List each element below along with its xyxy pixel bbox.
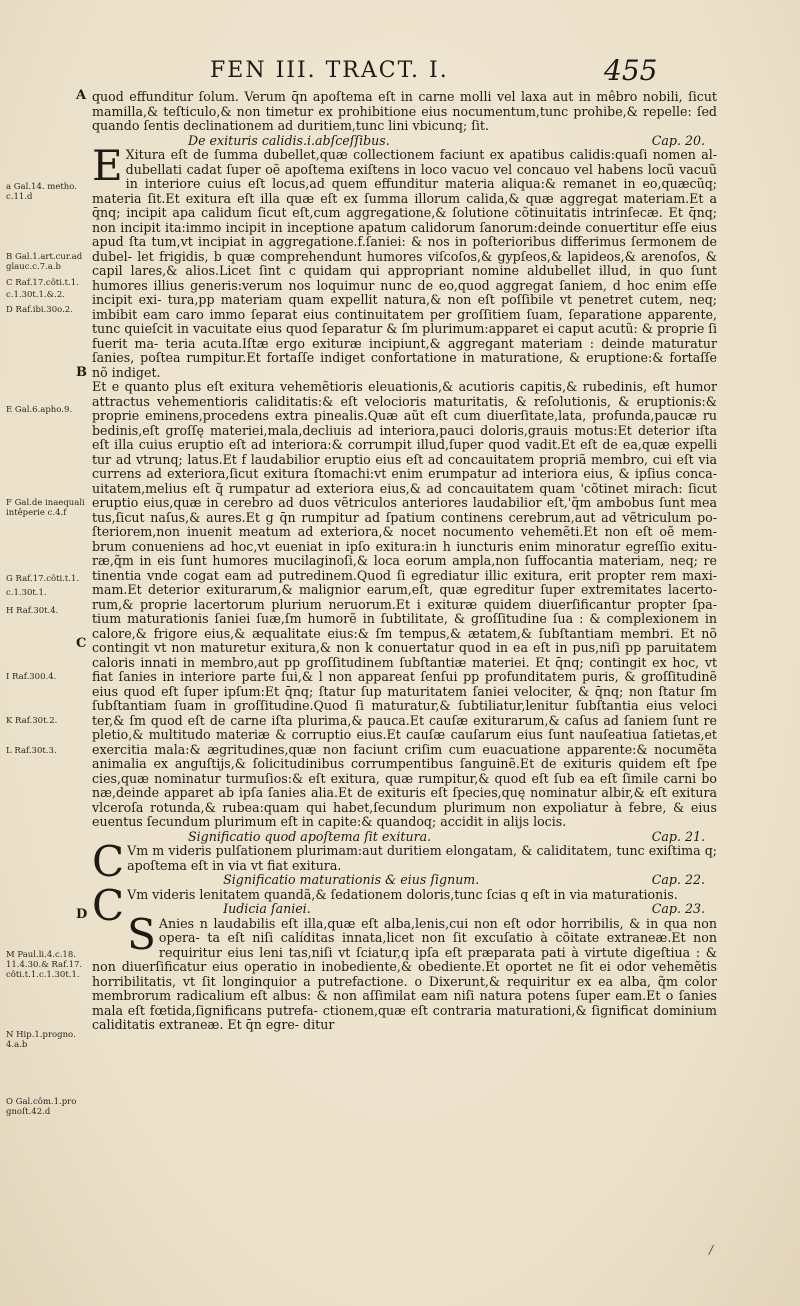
paragraph-text: Anies n laudabilis eſt illa,quæ eſt alba,lenis,cui non eſt odor horribilis, & in qua non opera- ta eſt niſi calíditas innata,licet non ſit excuſatio à cõitate extraneæ.Et non requiritur eius leni tas,niſi vt ſciatur,q ipſa eſt præparata pati à virtute digeſtiua : & non diuerſificatur eius operatio in inobediente,& obediente.Et oportet ne ſit ei odor vehemẽtis horribilitatis, vt ſit longinquior a putrefactione. o Dixerunt,& requiritur ex ea alba, q̃m color membrorum radicalium eſt albus: & non aſſimilat eam niſi natura potens ſuper eam.Et o ſanies mala eſt fœtida,ſignificans putrefa- ctionem,quæ eſt contraria maturationi,& ſignificat dominium caliditatis extraneæ. Et q̄n egre- ditur — [92, 915, 717, 1032]
section-title: Significatio quod apoſtema ſit exitura. — [188, 828, 432, 844]
margin-note: C Raf.17.côti.t.1. — [6, 278, 79, 288]
folio-number: 455 — [604, 54, 658, 87]
section-heading — [92, 134, 717, 149]
section-heading — [92, 830, 717, 845]
paragraph: Et e quanto plus eſt exitura vehemẽtioris eleuationis,& acutioris capitis,& rubedinis, eſt humor attractus vehementioris caliditatis:& eſt velocioris maturitatis, & reſolutionis, & eruptionis:& proprie eminens,procedens extra pinealis.Quæ aũt eſt cum diuerſitate,lata, profunda,paucæ ru bedinis,eſt groſſę materiei,mala,decliuis ad interiora,pauci doloris,grauis motus:Et deterior iſta eſt illa cuius eruptio eſt ad interiora:& corrumpit illud,ſuper quod vadit.Et eſt de ea,quæ expelli tur ad vtrunq; latus.Et f laudabilior eruptio eius eſt ad concauitatem propriã membro, cui eſt via currens ad exteriora,ſicut exitura ſtomachi:vt enim erumpatur ad interiora eius, & ipſius conca- uitatem,melius eſt q̃ rumpatur ad exteriora eius,& ad concauitatem quam 'cõtinet mirach: ſicut eruptio eius,quæ in cerebro ad duos vẽtriculos anteriores laudabilior eſt,'q̃m ambobus ſunt mea tus,ſicut naſus,& aures.Et g q̄n rumpitur ad ſpatium continens cerebrum,aut ad vẽtriculum po- ſteriorem,non inuenit meatum ad exteriora,& nocet nocumento vehemẽti.Et non eſt oẽ mem- brum conueniens ad hoc,vt eueniat in ipſo exitura:in h iuncturis enim minoratur egreſſio exitu- ræ,q̃m in eis ſunt humores mucilaginoſi,& loca eorum ampla,non ſuffocantia materiam, neq; re tinentia vnde cogat eam ad putredinem.Quod ſi egrediatur illic exitura, erit propter rem maxi- mam.Et deterior exiturarum,& malignior earum,eſt, quæ egreditur ſuper extremitates lacerto- rum,& proprie lacertorum plurium neruorum.Et i exituræ quidem diuerſificantur propter ſpa- tium maturationis ſaniei ſuæ,ſm humorẽ in ſubtilitate, & groſſitudine ſua : & complexionem in calore,& frigore eius,& æqualitate eius:& ſm tempus,& ætatem,& ſubſtantiam membri. Et nõ contingit vt non maturetur exitura,& non k conuertatur quod in ea eſt in pus,niſi pp paruitatem caloris innati in membro,aut pp groſſitudinem ſubſtantiæ materiei. Et q̄nq; contingit ex hoc, vt fiat ſanies in interiore parte ſui,& l non appareat ſenſui pp profunditatem puris, & groſſitudinẽ eius quod eſt ſuper ipſum:Et q̄nq; ſtatur ſup maturitatem ſaniei velociter, & q̄nq; non ſtatur ſm ſubſtantiam ſuam in groſſitudine.Quod ſi maturatur,& ſubtiliatur,lenitur ſubſtantia eius veloci ter,& ſm quod eſt de carne iſta plurima,& pauca.Et cauſæ exiturarum,& caſus ad ſaniem ſunt re pletio,& multitudo materiæ & corruptio eius.Et cauſæ cauſarum eius ſunt nauſeatiua ſatietas,et exercitia mala:& ægritudines,quæ non faciunt criſim cum euacuatione apparente:& nocumẽta animalia ex anguſtijs,& ſolicitudinibus corrumpentibus ſanguinẽ.Et de exituris quidem eſt ſpe cies,quæ nominatur turmuſios:& eſt exitura, quæ rumpitur,& quod eſt ſub ea eſt ſimile carni bo næ,deinde apparet ab ipſa ſanies alia.Et de exituris eſt ſpecies,quę nominatur albir,& eſt exitura vlceroſa rotunda,& rubea:quam qui habet,ſecundum plurimum non expoliatur à febre, & eius euentus ſecundum plurimum eſt in capite:& quandoq; accidit in alijs locis. — [92, 379, 717, 829]
margin-note: c.1.30t.1. — [6, 588, 47, 598]
drop-cap: C — [92, 837, 125, 886]
margin-letter-a: A — [76, 88, 87, 103]
section-title: De exituris calidis.i.abſceſſibus. — [188, 132, 390, 148]
paragraph-text: Vm videris lenitatem quandã,& ſedationem doloris,tunc ſcias q eſt in via maturationis. — [127, 886, 678, 902]
margin-letter-b: B — [76, 365, 87, 380]
paragraph-text: Xitura eſt de ſumma dubellet,quæ collectionem faciunt ex apatibus calidis:quaſi nomen al- dubellati cadat ſuper oẽ apoſtema exiſtens in loco vacuo vel concauo vel habens locũ vacuũ in interiore cuius eſt locus,ad quem effunditur materia aliqua:& remanet in eo,quæcũq; materia ſit.Et exitura eſt illa quæ eſt ex ſumma illorum calida,& quæ aggregat materiam.Et a q̄nq; incipit apa calidum ſicut eſt,cum aggregatione,& ſolutione cõtinuitatis intrinſecæ. Et q̄nq; non incipit ita:immo incipit in inceptione apatum calidorum ſanorum:deinde conuertitur eſſe eius apud ſta tum,vt incipiat in aggregatione.f.ſaniei: & nos in poſterioribus differimus ſermonem de dubel- let frigidis, b quæ comprehendunt humores viſcoſos,& gypſeos,& lapideos,& arenoſos, & capil lares,& alios.Licet ſint c quidam qui appropriant nomine aldubellet illud, in quo ſunt humores illius generis:verum nos loquimur nunc de eo,quod aggregat ſaniem, d hoc enim eſſe incipit exi- tura,pp materiam quam expellit natura,& non eſt poſſibile vt penetret cutem, neq; imbibit eam caro immo ſeparat eius continuitatem per groſſitiem ſuam, ſeparatione apparente, tunc quieſcit in vacuitate eius quod ſeparatur & ſm plurimum:apparet ei caput acutũ: & proprie ſi fuerit ma- teria acuta.Iſtæ ergo exituræ incipiunt,& aggregant materiam : deinde maturatur ſanies, poſtea rumpitur.Et fortaſſe indiget confortatione in maturatione, & eruptione:& fortaſſe nõ indiget. — [92, 147, 717, 380]
section-title: Significatio maturationis & eius ſignum. — [223, 872, 480, 887]
handwritten-mark: / — [709, 1243, 714, 1257]
drop-cap: S — [127, 909, 156, 959]
margin-note: M Paul.li.4.c.18. 11.4.30.& Raf.17. côti.t.1.c.1.30t.1. — [6, 950, 83, 980]
margin-letter-c: C — [76, 636, 87, 651]
margin-note: a Gal.14. metho. c.11.d — [6, 182, 77, 202]
paragraph-text: Vm m videris pulſationem plurimam:aut duritiem elongatam, & caliditatem, tunc exiſtima q; apoſtema eſt in via vt fiat exitura. — [127, 843, 717, 873]
drop-cap: E — [92, 141, 123, 190]
margin-note: E Gal.6.apho.9. — [6, 405, 73, 415]
chapter-number: Cap. 20. — [651, 132, 705, 148]
margin-note: I Raf.300.4. — [6, 672, 57, 682]
chapter-number: Cap. 22. — [651, 872, 705, 887]
paragraph — [92, 909, 717, 1033]
margin-note: N Hip.1.progno. 4.a.b — [6, 1030, 76, 1050]
main-text — [92, 90, 717, 1033]
margin-note: K Raf.30t.2. — [6, 716, 58, 726]
paragraph: quod effunditur ſolum. Verum q̄n apoſtema eſt in carne molli vel laxa aut in mêbro nobili, ſicut mamilla,& teſticulo,& non timetur ex prohibitione eius nocumentum,tunc prohibe,& repelle: ſed quando ſentis declinationem ad duritiem,tunc lini vbicunq; ſit. — [92, 89, 717, 133]
section-heading — [127, 873, 717, 888]
chapter-number: Cap. 23. — [651, 901, 705, 916]
margin-letter-d: D — [76, 907, 88, 922]
section-heading — [127, 902, 717, 917]
margin-note: O Gal.côm.1.pro gnoſt.42.d — [6, 1097, 77, 1117]
margin-note: B Gal.1.art.cur.ad glauc.c.7.a.b — [6, 252, 83, 272]
margin-note: c.1.30t.1.&.2. — [6, 290, 65, 300]
drop-cap: C — [92, 880, 125, 930]
margin-note: F Gal.de inaequali intêperie c.4.f — [6, 498, 85, 518]
margin-note: L Raf.30t.3. — [6, 746, 57, 756]
margin-note: G Raf.17.côti.t.1. — [6, 574, 80, 584]
margin-note: H Raf.30t.4. — [6, 606, 59, 616]
paragraph — [92, 141, 717, 380]
running-title: FEN III. TRACT. I. — [210, 58, 449, 83]
section-title: Iudicia ſaniei. — [223, 901, 311, 916]
page-header — [0, 52, 800, 92]
margin-note: D Raf.ibi.30o.2. — [6, 305, 73, 315]
chapter-number: Cap. 21. — [651, 828, 705, 844]
